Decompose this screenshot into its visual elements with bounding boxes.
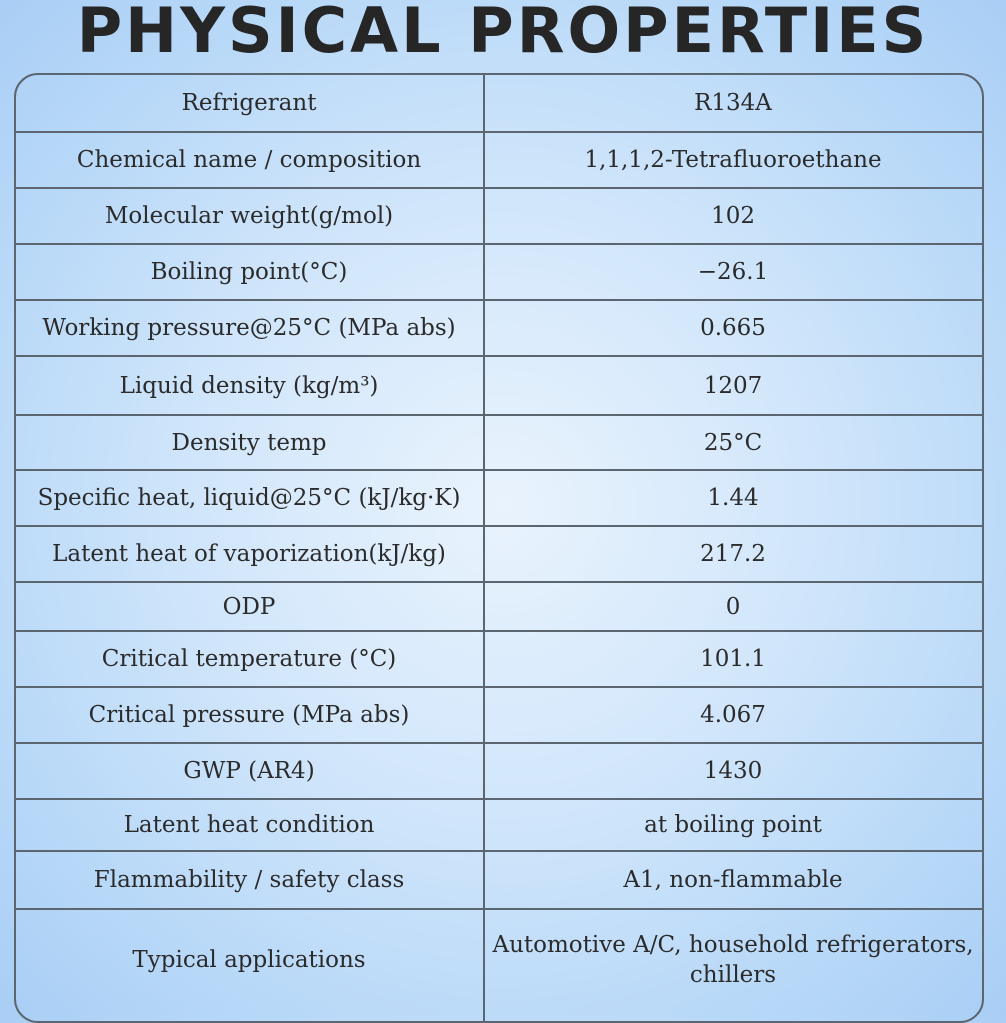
table-row <box>16 527 982 583</box>
table-row <box>16 357 982 416</box>
property-label: Molecular weight(g/mol) <box>104 203 394 229</box>
table-row <box>16 632 982 688</box>
property-value: 102 <box>711 203 755 229</box>
properties-table <box>14 73 984 1023</box>
property-label: Boiling point(°C) <box>150 259 348 285</box>
property-value: 0.665 <box>700 315 766 341</box>
property-value: 101.1 <box>700 646 766 672</box>
property-value: 1.44 <box>707 485 759 511</box>
table-row <box>16 583 982 632</box>
table-row <box>16 852 982 910</box>
property-value: −26.1 <box>697 259 769 285</box>
property-value: 0 <box>725 593 741 620</box>
table-row <box>16 189 982 245</box>
table-row <box>16 800 982 852</box>
table-row <box>16 744 982 800</box>
property-label: Critical temperature (°C) <box>101 646 397 672</box>
property-label: Critical pressure (MPa abs) <box>88 702 410 728</box>
property-label: Latent heat of vaporization(kJ/kg) <box>52 541 446 567</box>
table-row <box>16 245 982 301</box>
table-row <box>16 416 982 471</box>
property-value: R134A <box>694 90 772 116</box>
property-value: 217.2 <box>700 541 766 567</box>
property-label: Typical applications <box>132 947 366 973</box>
property-label: ODP <box>222 593 276 620</box>
property-value: 1430 <box>703 758 763 784</box>
property-label: Chemical name / composition <box>76 147 422 173</box>
property-label: Liquid density (kg/m³) <box>119 372 379 399</box>
table-row <box>16 133 982 189</box>
table-row <box>16 471 982 527</box>
property-label: Flammability / safety class <box>93 867 405 893</box>
property-value: A1, non-flammable <box>623 867 843 893</box>
property-value: Automotive A/C, household refrigerators, chillers <box>492 932 974 988</box>
property-value: 25°C <box>703 429 763 456</box>
property-label: Refrigerant <box>181 90 317 116</box>
table-row <box>16 301 982 357</box>
property-label: Density temp <box>171 429 327 456</box>
property-value: 1207 <box>703 372 763 399</box>
property-value: at boiling point <box>644 812 822 838</box>
property-label: Working pressure@25°C (MPa abs) <box>42 315 456 341</box>
table-row <box>16 910 982 1010</box>
property-label: Latent heat condition <box>123 812 375 838</box>
property-label: Specific heat, liquid@25°C (kJ/kg·K) <box>37 485 461 511</box>
property-value: 4.067 <box>700 702 766 728</box>
property-value: 1,1,1,2-Tetrafluoroethane <box>584 147 882 173</box>
page-title: PHYSICAL PROPERTIES <box>76 0 930 67</box>
property-label: GWP (AR4) <box>183 758 315 784</box>
table-row <box>16 75 982 133</box>
table-row <box>16 688 982 744</box>
